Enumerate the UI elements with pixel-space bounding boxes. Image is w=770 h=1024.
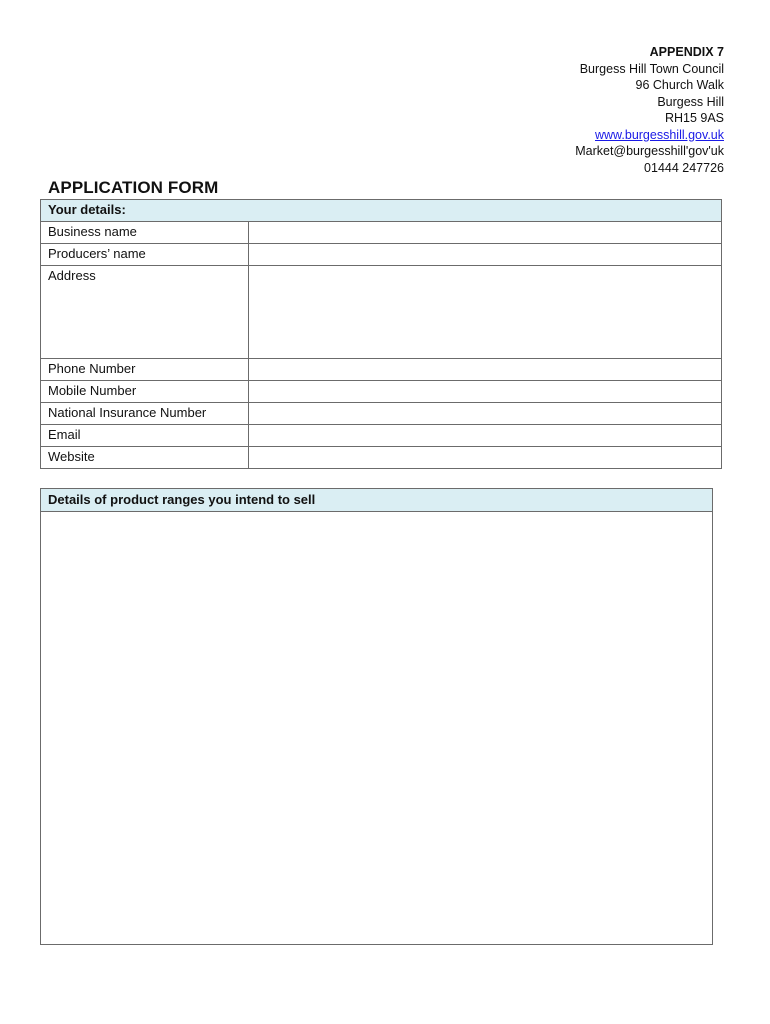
council-street: 96 Church Walk: [635, 78, 724, 92]
council-email: Market@burgesshill'gov'uk: [575, 144, 724, 158]
table-row: [41, 447, 722, 469]
national-insurance-field[interactable]: [249, 403, 722, 425]
council-postcode: RH15 9AS: [664, 111, 724, 125]
email-label: Email: [41, 425, 249, 447]
mobile-number-label: Mobile Number: [41, 381, 249, 403]
address-label: Address: [41, 266, 249, 359]
business-name-field[interactable]: [249, 222, 722, 244]
product-ranges-box: [40, 488, 713, 945]
your-details-table: [40, 199, 722, 469]
your-details-heading: Your details:: [41, 200, 722, 222]
council-phone: 01444 247726: [644, 160, 724, 175]
producers-name-field[interactable]: [249, 244, 722, 266]
form-title: APPLICATION FORM: [48, 178, 219, 197]
product-ranges-field[interactable]: [41, 512, 712, 944]
table-row: [41, 222, 722, 244]
table-row: [41, 266, 722, 359]
website-field[interactable]: [249, 447, 722, 469]
council-address-block: [575, 44, 724, 176]
national-insurance-label: National Insurance Number: [41, 403, 249, 425]
email-field[interactable]: [249, 425, 722, 447]
product-ranges-heading: Details of product ranges you intend to sell: [41, 489, 712, 512]
table-row: [41, 244, 722, 266]
website-label: Website: [41, 447, 249, 469]
business-name-label: Business name: [41, 222, 249, 244]
council-name: Burgess Hill Town Council: [579, 61, 724, 76]
appendix-label: APPENDIX 7: [649, 45, 724, 59]
producers-name-label: Producers’ name: [41, 244, 249, 266]
council-town: Burgess Hill: [657, 94, 724, 109]
table-row: [41, 425, 722, 447]
table-row: [41, 403, 722, 425]
table-row: [41, 359, 722, 381]
phone-number-field[interactable]: [249, 359, 722, 381]
mobile-number-field[interactable]: [249, 381, 722, 403]
phone-number-label: Phone Number: [41, 359, 249, 381]
council-website-link[interactable]: www.burgesshill.gov.uk: [595, 127, 724, 142]
table-row: [41, 381, 722, 403]
address-field[interactable]: [249, 266, 722, 359]
